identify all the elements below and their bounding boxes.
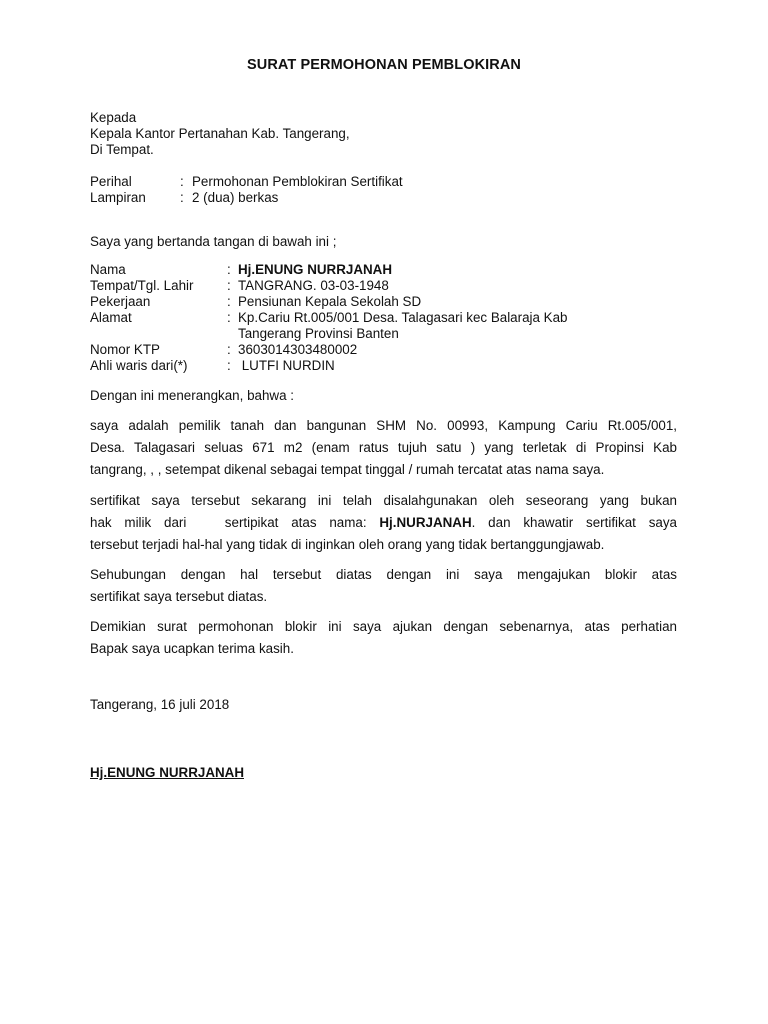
lampiran-value: 2 (dua) berkas [192,190,279,205]
place-date: Tangerang, 16 juli 2018 [90,697,230,712]
perihal-label: Perihal [90,174,132,189]
lampiran-row [90,190,403,206]
colon: : [227,358,231,373]
recipient-line: Kepala Kantor Pertanahan Kab. Tangerang, [90,126,350,141]
pekerjaan-label: Pekerjaan [90,294,151,309]
identity-row-pekerjaan [90,294,568,310]
colon: : [227,310,231,325]
identity-row-ktp [90,342,568,358]
intro-text: Saya yang bertanda tangan di bawah ini ; [90,234,337,249]
recipient-line: Di Tempat. [90,142,154,157]
ktp-value: 3603014303480002 [238,342,358,357]
paragraph-line: saya adalah pemilik tanah dan bangunan SHM No. 00993, Kampung Cariu Rt.005/001, [90,418,677,433]
colon: : [180,174,184,189]
recipient-line: Kepada [90,110,137,125]
paragraph-ownership [90,415,677,481]
owner-name-bold: Hj.NURJANAH [379,515,472,530]
identity-row-ahli-waris [90,358,568,374]
paragraph-fragment: hak milik dari sertipikat atas nama: [90,515,380,530]
paragraph-line: Sehubungan dengan hal tersebut diatas dengan ini saya mengajukan blokir atas [90,567,677,582]
colon: : [180,190,184,205]
alamat-value-2: Tangerang Provinsi Banten [238,326,399,341]
nama-label: Nama [90,262,126,277]
identity-row-ttl [90,278,568,294]
paragraph-line: tersebut terjadi hal-hal yang tidak di inginkan oleh orang yang tidak bertanggungjawab. [90,537,605,552]
colon: : [227,278,231,293]
paragraph-line: Demikian surat permohonan blokir ini saya ajukan dengan sebenarnya, atas perhatian [90,619,677,634]
pekerjaan-value: Pensiunan Kepala Sekolah SD [238,294,422,309]
lampiran-label: Lampiran [90,190,146,205]
paragraph-fragment: . dan khawatir sertifikat saya [471,515,677,530]
identity-row-nama [90,262,568,278]
ahli-waris-label: Ahli waris dari(*) [90,358,188,373]
paragraph-misuse [90,490,677,556]
colon: : [227,262,231,277]
alamat-label: Alamat [90,310,132,325]
ahli-waris-value: LUTFI NURDIN [238,358,335,373]
perihal-row [90,174,403,190]
alamat-value-1: Kp.Cariu Rt.005/001 Desa. Talagasari kec Balaraja Kab [238,310,568,325]
paragraph-closing [90,616,677,660]
subject-block [90,174,403,206]
identity-row-alamat [90,310,568,326]
paragraph-line: sertifikat saya tersebut sekarang ini telah disalahgunakan oleh seseorang yang bukan [90,493,677,508]
paragraph-line-mixed [90,512,677,534]
paragraph-line: sertifikat saya tersebut diatas. [90,589,268,604]
ttl-value: TANGRANG. 03-03-1948 [238,278,389,293]
identity-block [90,262,568,374]
paragraph-line: tangrang, , , setempat dikenal sebagai tempat tinggal / rumah tercatat atas nama saya. [90,462,605,477]
letter-title: SURAT PERMOHONAN PEMBLOKIRAN [246,57,521,73]
perihal-value: Permohonan Pemblokiran Sertifikat [192,174,403,189]
recipient-block [90,110,350,158]
ttl-label: Tempat/Tgl. Lahir [90,278,194,293]
nama-value: Hj.ENUNG NURRJANAH [238,262,392,277]
paragraph-line: Bapak saya ucapkan terima kasih. [90,641,294,656]
colon: : [227,294,231,309]
paragraph-request [90,564,677,608]
declaration-text: Dengan ini menerangkan, bahwa : [90,388,294,403]
ktp-label: Nomor KTP [90,342,160,357]
signatory-name: Hj.ENUNG NURRJANAH [90,765,244,780]
paragraph-line: Desa. Talagasari seluas 671 m2 (enam ratus tujuh satu ) yang terletak di Propinsi Kab [90,440,677,455]
colon: : [227,342,231,357]
